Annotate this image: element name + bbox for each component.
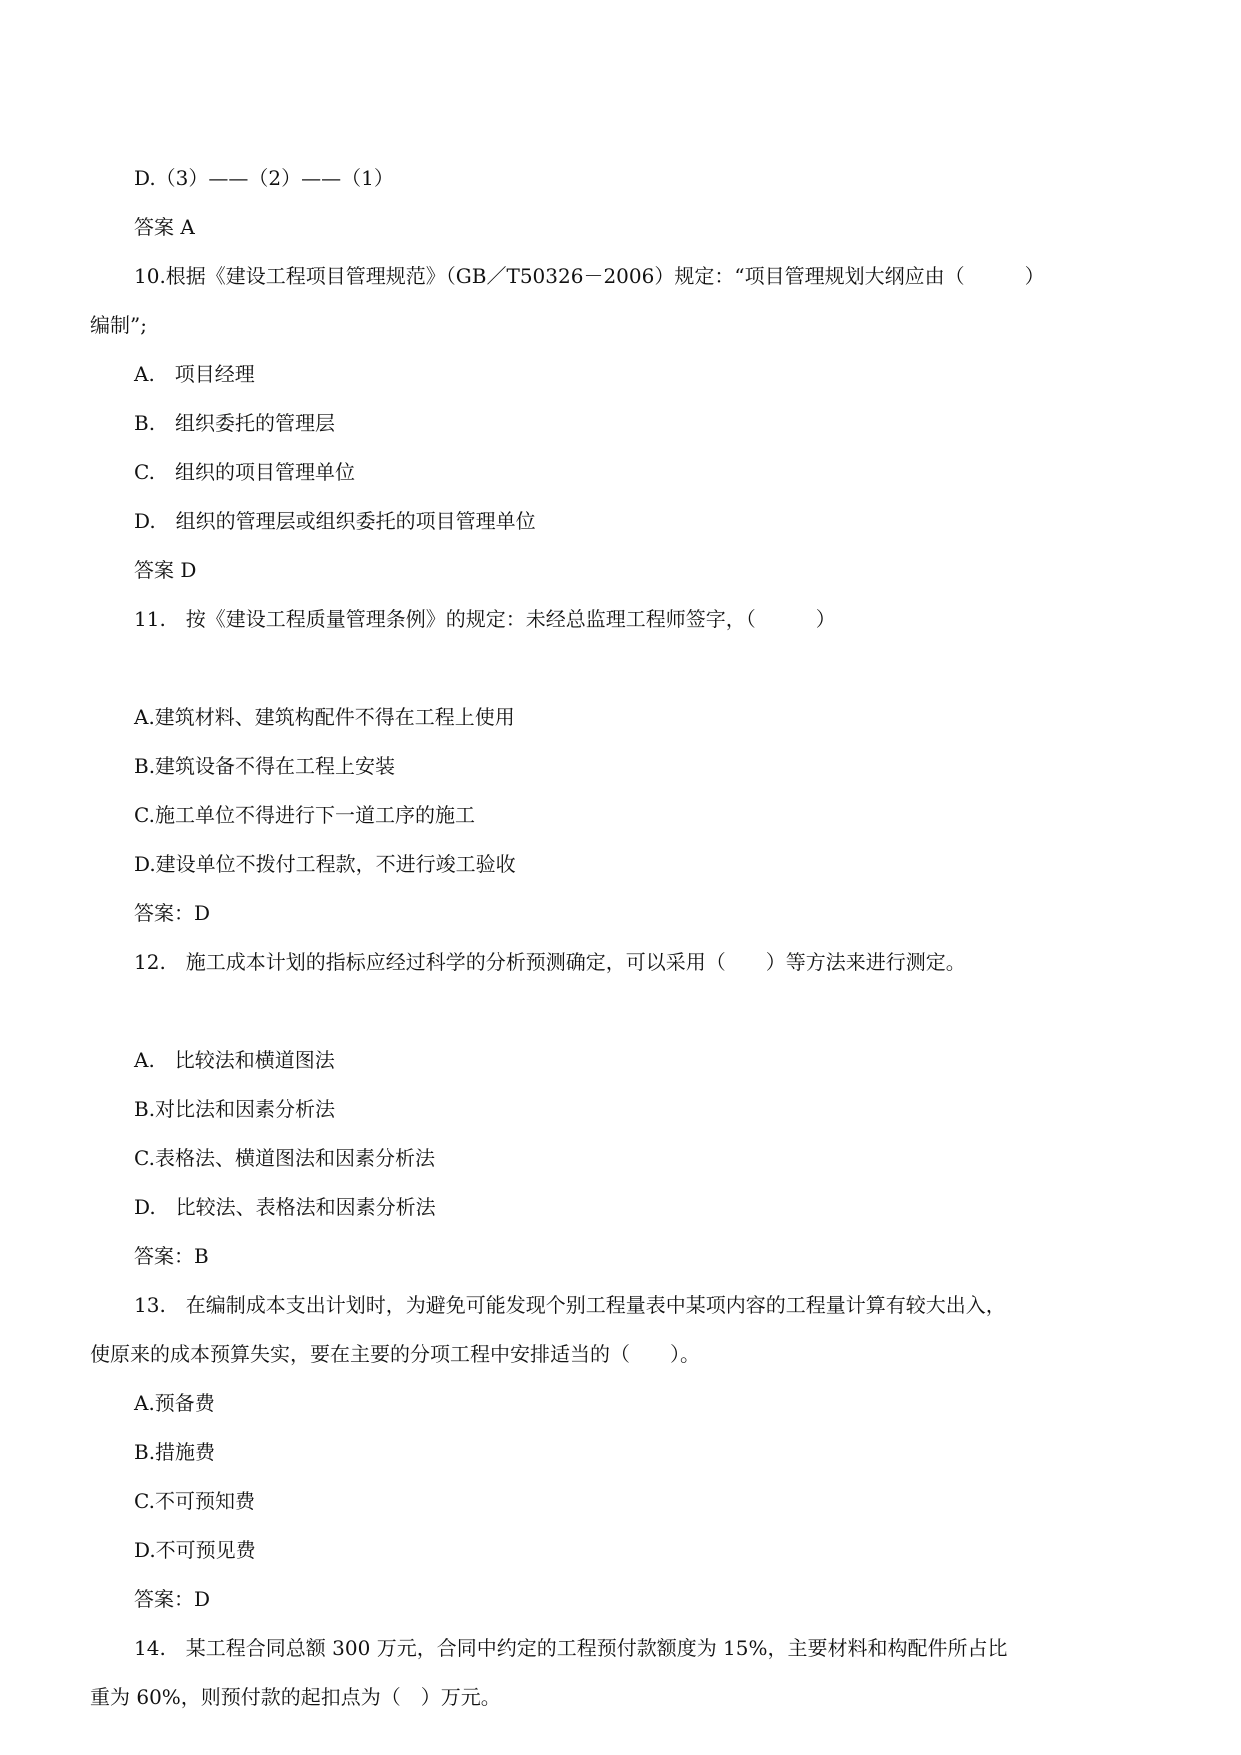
q11-stem: 11. 按《建设工程质量管理条例》的规定：未经总监理工程师签字，（ ） xyxy=(134,607,836,631)
q13-answer: 答案：D xyxy=(134,1587,211,1611)
q12-option-c: C.表格法、横道图法和因素分析法 xyxy=(134,1146,435,1170)
q10-stem: 10.根据《建设工程项目管理规范》（GB／T50326－2006）规定：“项目管理规划大纲应由（ ） xyxy=(134,264,1045,288)
q13-option-d: D.不可预见费 xyxy=(134,1538,256,1562)
q10-option-d: D. 组织的管理层或组织委托的项目管理单位 xyxy=(134,509,536,533)
q13-stem: 13. 在编制成本支出计划时，为避免可能发现个别工程量表中某项内容的工程量计算有较大出入， xyxy=(134,1293,1006,1317)
q14-stem-cont: 重为 60%，则预付款的起扣点为（ ）万元。 xyxy=(90,1685,501,1709)
q10-option-b: B. 组织委托的管理层 xyxy=(134,411,336,435)
q11-option-a: A.建筑材料、建筑构配件不得在工程上使用 xyxy=(134,705,515,729)
q14-stem: 14. 某工程合同总额 300 万元，合同中约定的工程预付款额度为 15%，主要材料和构配件所占比 xyxy=(134,1636,1008,1660)
q12-option-d: D. 比较法、表格法和因素分析法 xyxy=(134,1195,436,1219)
q11-answer: 答案：D xyxy=(134,901,211,925)
q10-answer: 答案 D xyxy=(134,558,197,582)
q11-option-d: D.建设单位不拨付工程款，不进行竣工验收 xyxy=(134,852,516,876)
q11-option-c: C.施工单位不得进行下一道工序的施工 xyxy=(134,803,475,827)
q12-option-a: A. 比较法和横道图法 xyxy=(134,1048,335,1072)
q11-option-b: B.建筑设备不得在工程上安装 xyxy=(134,754,396,778)
q12-answer: 答案：B xyxy=(134,1244,209,1268)
q12-option-b: B.对比法和因素分析法 xyxy=(134,1097,336,1121)
q10-stem-cont: 编制”; xyxy=(90,313,147,337)
q9-option-d: D.（3）——（2）——（1） xyxy=(134,166,394,190)
q9-answer: 答案 A xyxy=(134,215,195,239)
q10-option-a: A. 项目经理 xyxy=(134,362,255,386)
q12-stem: 12. 施工成本计划的指标应经过科学的分析预测确定，可以采用（ ）等方法来进行测定。 xyxy=(134,950,966,974)
q13-option-c: C.不可预知费 xyxy=(134,1489,255,1513)
q13-stem-cont: 使原来的成本预算失实，要在主要的分项工程中安排适当的（ ）。 xyxy=(90,1342,700,1366)
q13-option-a: A.预备费 xyxy=(134,1391,215,1415)
q10-option-c: C. 组织的项目管理单位 xyxy=(134,460,355,484)
q13-option-b: B.措施费 xyxy=(134,1440,216,1464)
